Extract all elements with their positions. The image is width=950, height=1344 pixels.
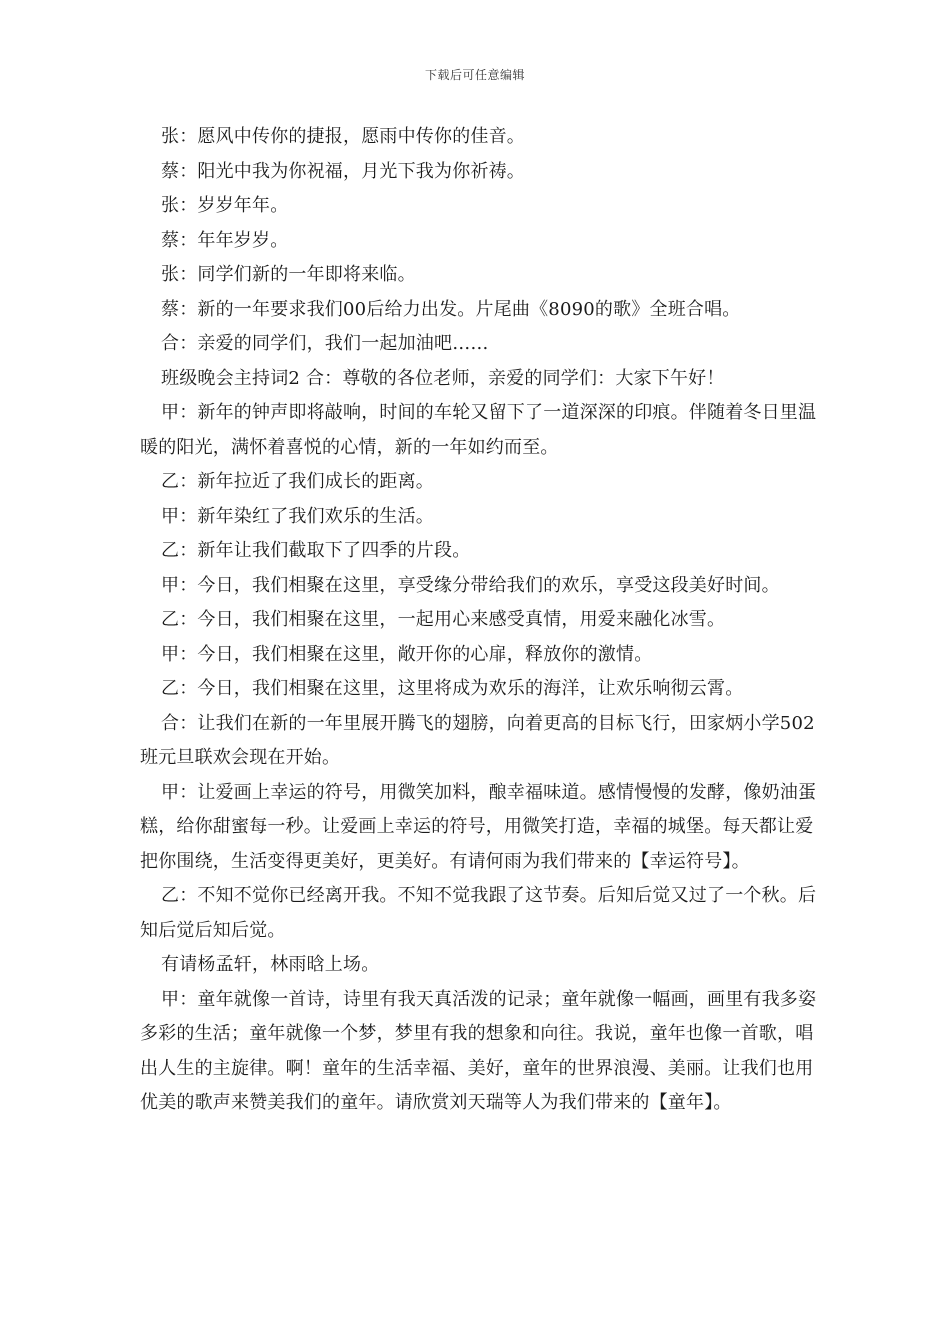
paragraph: 甲：童年就像一首诗，诗里有我天真活泼的记录；童年就像一幅画，画里有我多姿多彩的生活；童年就像一个梦，梦里有我的想象和向往。我说，童年也像一首歌，唱出人生的主旋律。啊！童年的生活幸福、美好，童年的世界浪漫、美丽。让我们也用优美的歌声来赞美我们的童年。请欣赏刘天瑞等人为我们带来的【童年】。 [140, 988, 817, 1113]
paragraph: 合：亲爱的同学们，我们一起加油吧…… [161, 333, 489, 354]
paragraph: 乙：不知不觉你已经离开我。不知不觉我跟了这节奏。后知后觉又过了一个秋。后知后觉后知后觉。 [140, 885, 817, 941]
paragraph: 有请杨孟轩，林雨晗上场。 [161, 954, 380, 975]
document-body [140, 120, 820, 1121]
paragraph: 甲：让爱画上幸运的符号，用微笑加料，酿幸福味道。感情慢慢的发酵，像奶油蛋糕，给你甜蜜每一秒。让爱画上幸运的符号，用微笑打造，幸福的城堡。每天都让爱把你围绕，生活变得更美好，更美好。有请何雨为我们带来的【幸运符号】。 [140, 781, 817, 872]
paragraph: 甲：今日，我们相聚在这里，敞开你的心扉，释放你的激情。 [161, 643, 653, 665]
page-header: 下载后可任意编辑 [424, 68, 525, 82]
paragraph: 甲：新年染红了我们欢乐的生活。 [161, 505, 434, 527]
paragraph: 乙：今日，我们相聚在这里，这里将成为欢乐的海洋，让欢乐响彻云霄。 [161, 678, 744, 699]
paragraph: 甲：今日，我们相聚在这里，享受缘分带给我们的欢乐，享受这段美好时间。 [161, 574, 780, 596]
section-heading: 班级晚会主持词2 合：尊敬的各位老师，亲爱的同学们：大家下午好！ [161, 367, 725, 389]
paragraph: 合：让我们在新的一年里展开腾飞的翅膀，向着更高的目标飞行，田家炳小学502班元旦联欢会现在开始。 [140, 712, 815, 768]
paragraph: 甲：新年的钟声即将敲响，时间的车轮又留下了一道深深的印痕。伴随着冬日里温暖的阳光，满怀着喜悦的心情，新的一年如约而至。 [140, 402, 817, 458]
paragraph: 张：岁岁年年。 [161, 195, 289, 216]
paragraph: 蔡：年年岁岁。 [161, 229, 289, 251]
paragraph: 张：愿风中传你的捷报，愿雨中传你的佳音。 [161, 126, 525, 147]
paragraph: 张：同学们新的一年即将来临。 [161, 264, 416, 285]
paragraph: 蔡：阳光中我为你祝福，月光下我为你祈祷。 [161, 160, 525, 182]
paragraph: 乙：今日，我们相聚在这里，一起用心来感受真情，用爱来融化冰雪。 [161, 609, 726, 630]
paragraph: 乙：新年拉近了我们成长的距离。 [161, 471, 434, 492]
paragraph: 乙：新年让我们截取下了四季的片段。 [161, 540, 471, 561]
paragraph: 蔡：新的一年要求我们00后给力出发。片尾曲《8090的歌》全班合唱。 [161, 298, 741, 320]
